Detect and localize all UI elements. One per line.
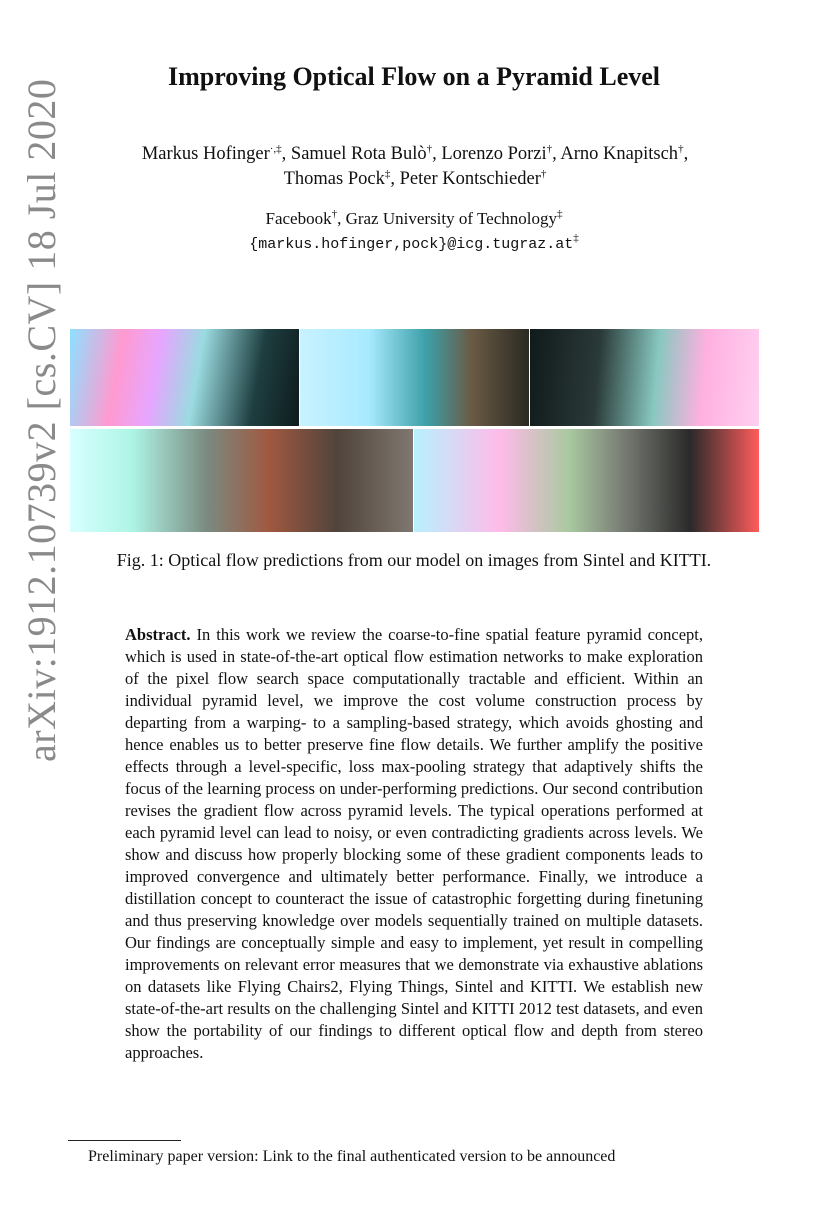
affiliation-mark: † — [331, 208, 338, 220]
affiliations: Facebook†, Graz University of Technology‡ {markus.hofinger,pock}@icg.tugraz.at‡ — [249, 208, 579, 253]
affiliation-org: Graz University of Technology — [345, 209, 557, 228]
figure-image-sintel-2 — [300, 329, 529, 426]
affiliation-mark: ‡ — [573, 232, 579, 244]
figure-image-sintel-1 — [70, 329, 299, 426]
author-mark: ‡ — [384, 168, 391, 180]
affiliation-org: Facebook — [265, 209, 332, 228]
author-mark: † — [546, 143, 553, 155]
abstract — [125, 624, 703, 1064]
author-mark: † — [678, 143, 684, 155]
author-name: Thomas Pock — [283, 169, 385, 189]
author-name: Markus Hofinger — [141, 144, 270, 164]
figure-image-kitti-2 — [414, 429, 759, 532]
author-name: Lorenzo Porzi — [441, 144, 547, 164]
figure-caption: Fig. 1: Optical flow predictions from our model on images from Sintel and KITTI. — [116, 550, 712, 570]
figure-image-kitti-1 — [70, 429, 413, 532]
paper-title: Improving Optical Flow on a Pyramid Level — [167, 62, 661, 91]
email-address[interactable]: {markus.hofinger,pock}@icg.tugraz.at — [249, 236, 574, 253]
figure-image-sintel-3 — [530, 329, 759, 426]
affiliation-mark: ‡ — [557, 208, 563, 220]
author-name: Arno Knapitsch — [560, 144, 679, 164]
author-mark: † — [540, 168, 547, 180]
author-mark: ·,‡ — [269, 143, 282, 155]
abstract-text: In this work we review the coarse-to-fine spatial feature pyramid concept, which is used in state-of-the-art optical flow estimation networks to make exploration of the pixel flow search space computationally tractable and efficient. Within an individual pyramid level, we improve the cost volume construction process by departing from a warping- to a sampling-based strategy, which avoids ghosting and hence enables us to better preserve fine flow details. We further amplify the positive effects through a level-specific, loss max-pooling strategy that adaptively shifts the focus of the learning process on under-performing predictions. Our second contribution revises the gradient flow across pyramid levels. The typical operations performed at each pyramid level can lead to noisy, or even contradicting gradients across levels. We show and discuss how properly blocking some of these gradient components leads to improved convergence and ultimately better performance. Finally, we introduce a distillation concept to counteract the issue of catastrophic forgetting during finetuning and thus preserving knowledge over models sequentially trained on multiple datasets. Our findings are conceptually simple and easy to implement, yet result in compelling improvements on relevant error measures that we demonstrate via exhaustive ablations on datasets like Flying Chairs2, Flying Things, Sintel and KITTI. We establish new state-of-the-art results on the challenging Sintel and KITTI 2012 test datasets, and even show the portability of our findings to different optical flow and depth from stereo approaches. — [125, 625, 703, 1062]
author-list: Markus Hofinger·,‡, Samuel Rota Bulò†, Lorenzo Porzi†, Arno Knapitsch†, Thomas Pock‡, Peter Kontschieder† — [141, 143, 689, 189]
author-name: Peter Kontschieder — [399, 169, 541, 189]
footnote: Preliminary paper version: Link to the final authenticated version to be announced — [88, 1148, 616, 1165]
footnote-rule — [68, 1140, 181, 1141]
author-mark: † — [426, 143, 433, 155]
author-name: Samuel Rota Bulò — [290, 144, 427, 164]
arxiv-stamp: arXiv:1912.10739v2 [cs.CV] 18 Jul 2020 — [19, 78, 64, 762]
abstract-heading: Abstract. — [125, 625, 191, 644]
